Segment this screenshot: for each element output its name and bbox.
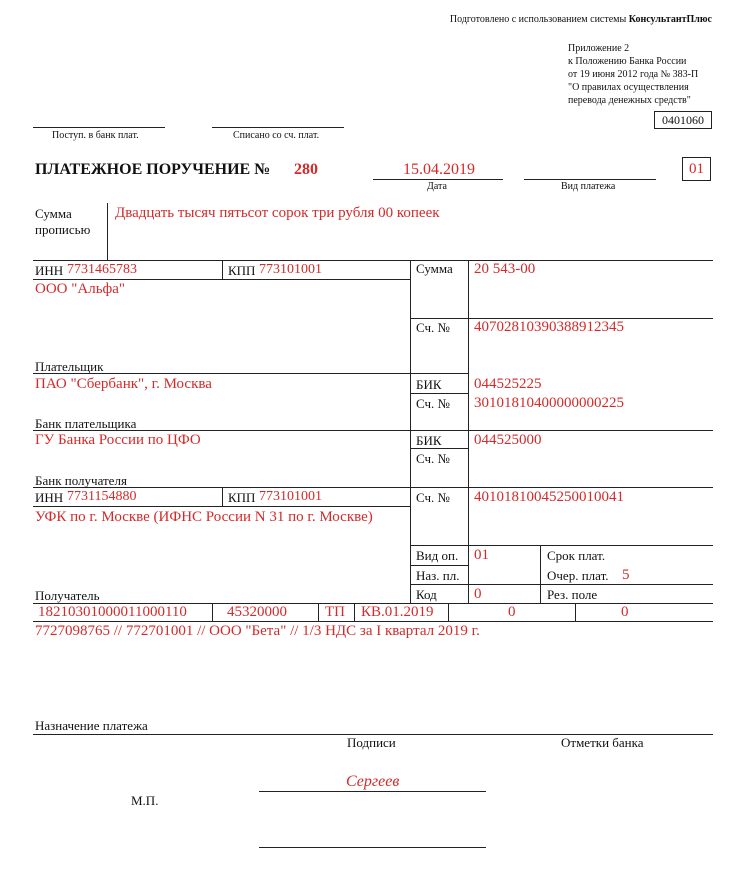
payer-name: ООО "Альфа" [35, 281, 126, 297]
payee-inn-label: ИНН [35, 490, 64, 505]
payer-bank-account-label: Сч. № [416, 396, 450, 411]
tax-period: КВ.01.2019 [361, 604, 434, 620]
appendix-line: к Положению Банка России [568, 56, 687, 67]
grid-line [222, 487, 223, 506]
queue-label: Очер. плат. [547, 568, 609, 583]
appendix-line: перевода денежных средств" [568, 95, 691, 106]
grid-line [222, 260, 223, 279]
payer-inn-label: ИНН [35, 263, 64, 278]
queue: 5 [622, 567, 630, 583]
payer-account: 40702810390388912345 [474, 319, 624, 335]
payee-bank-label: Банк получателя [35, 473, 127, 488]
grid-line [212, 603, 213, 621]
purpose-label: Назначение платежа [35, 718, 148, 733]
payer-amount: 20 543-00 [474, 261, 536, 277]
due-label: Срок плат. [547, 548, 606, 563]
grid-line [33, 506, 410, 507]
date-line [373, 179, 503, 180]
tax-doc-number: 0 [508, 604, 516, 620]
document-number: 280 [294, 161, 318, 178]
grid-line [575, 603, 576, 621]
payee-kpp-label: КПП [228, 490, 256, 505]
payee-bank-account-label: Сч. № [416, 451, 450, 466]
appendix-line: Приложение 2 [568, 43, 630, 54]
appendix-note [568, 42, 698, 107]
op-type-label: Вид оп. [416, 548, 459, 563]
payment-type-label: Вид платежа [561, 181, 616, 192]
appendix-line: "О правилах осуществления [568, 82, 689, 93]
grid-line [33, 279, 410, 280]
prepared-brand: КонсультантПлюс [628, 14, 712, 25]
grid-line [354, 603, 355, 621]
debited-line [212, 127, 344, 128]
op-type: 01 [474, 547, 489, 563]
grid-line [468, 260, 469, 603]
date-label: Дата [427, 181, 447, 192]
payee-inn: 7731154880 [67, 489, 137, 504]
purpose-code-label: Наз. пл. [416, 568, 460, 583]
payer-inn: 7731465783 [67, 262, 137, 277]
payee-name: УФК по г. Москве (ИФНС России N 31 по г. Москве) [35, 509, 373, 525]
grid-line [410, 545, 713, 546]
grid-line [33, 621, 713, 622]
payee-label: Получатель [35, 588, 100, 603]
amount-words-divider [107, 203, 108, 260]
signatures-label: Подписи [347, 735, 396, 750]
document-title: ПЛАТЕЖНОЕ ПОРУЧЕНИЕ № [35, 161, 271, 178]
signature-line-1 [259, 791, 486, 792]
payer-kpp: 773101001 [259, 262, 322, 277]
payer-kpp-label: КПП [228, 263, 256, 278]
reserve-label: Рез. поле [547, 587, 598, 602]
document-date: 15.04.2019 [403, 161, 475, 178]
grid-line [540, 545, 541, 603]
form-code: 0401060 [654, 111, 712, 129]
bank-marks-label: Отметки банка [561, 735, 644, 750]
tax-doc-date: 0 [621, 604, 629, 620]
payer-bank-label: Банк плательщика [35, 416, 137, 431]
payee-kpp: 773101001 [259, 489, 322, 504]
payment-type-line [524, 179, 656, 180]
received-label: Поступ. в банк плат. [52, 130, 139, 141]
appendix-line: от 19 июня 2012 года № 383-П [568, 69, 699, 80]
grid-line [318, 603, 319, 621]
grid-line [410, 584, 713, 585]
purpose-text: 7727098765 // 772701001 // ООО "Бета" // 1/3 НДС за I квартал 2019 г. [35, 623, 480, 639]
debited-label: Списано со сч. плат. [233, 130, 320, 141]
stamp-label: М.П. [131, 793, 159, 808]
payer-bank-bik: 044525225 [474, 376, 542, 392]
payee-account: 40101810045250010041 [474, 489, 624, 505]
grid-line [410, 260, 411, 603]
payer-account-label: Сч. № [416, 320, 450, 335]
signer-name: Сергеев [346, 773, 400, 790]
payer-label: Плательщик [35, 359, 104, 374]
payer-amount-label: Сумма [416, 261, 453, 276]
amount-words-label: Сумма прописью [35, 206, 91, 237]
payee-account-label: Сч. № [416, 490, 450, 505]
payer-bank-account: 30101810400000000225 [474, 395, 624, 411]
grid-line [33, 260, 713, 261]
tax-basis: ТП [325, 604, 345, 620]
tax-oktmo: 45320000 [227, 604, 287, 620]
payer-bank-name: ПАО "Сбербанк", г. Москва [35, 376, 212, 392]
amount-words-value: Двадцать тысяч пятьсот сорок три рубля 00 копеек [115, 205, 440, 221]
code: 0 [474, 586, 482, 602]
payee-bank-bik-label: БИК [416, 433, 442, 448]
grid-line [33, 487, 713, 488]
prepared-prefix: Подготовлено с использованием системы [449, 14, 629, 25]
status-code: 01 [682, 157, 711, 181]
prepared-note [450, 14, 712, 25]
payee-bank-bik: 044525000 [474, 432, 542, 448]
grid-line [410, 565, 468, 566]
payee-bank-name: ГУ Банка России по ЦФО [35, 432, 201, 448]
grid-line [410, 393, 468, 394]
grid-line [410, 373, 468, 374]
tax-kbk: 18210301000011000110 [38, 604, 187, 620]
code-label: Код [416, 587, 437, 602]
grid-line [448, 603, 449, 621]
signature-line-2 [259, 847, 486, 848]
payer-bank-bik-label: БИК [416, 377, 442, 392]
received-line [33, 127, 165, 128]
